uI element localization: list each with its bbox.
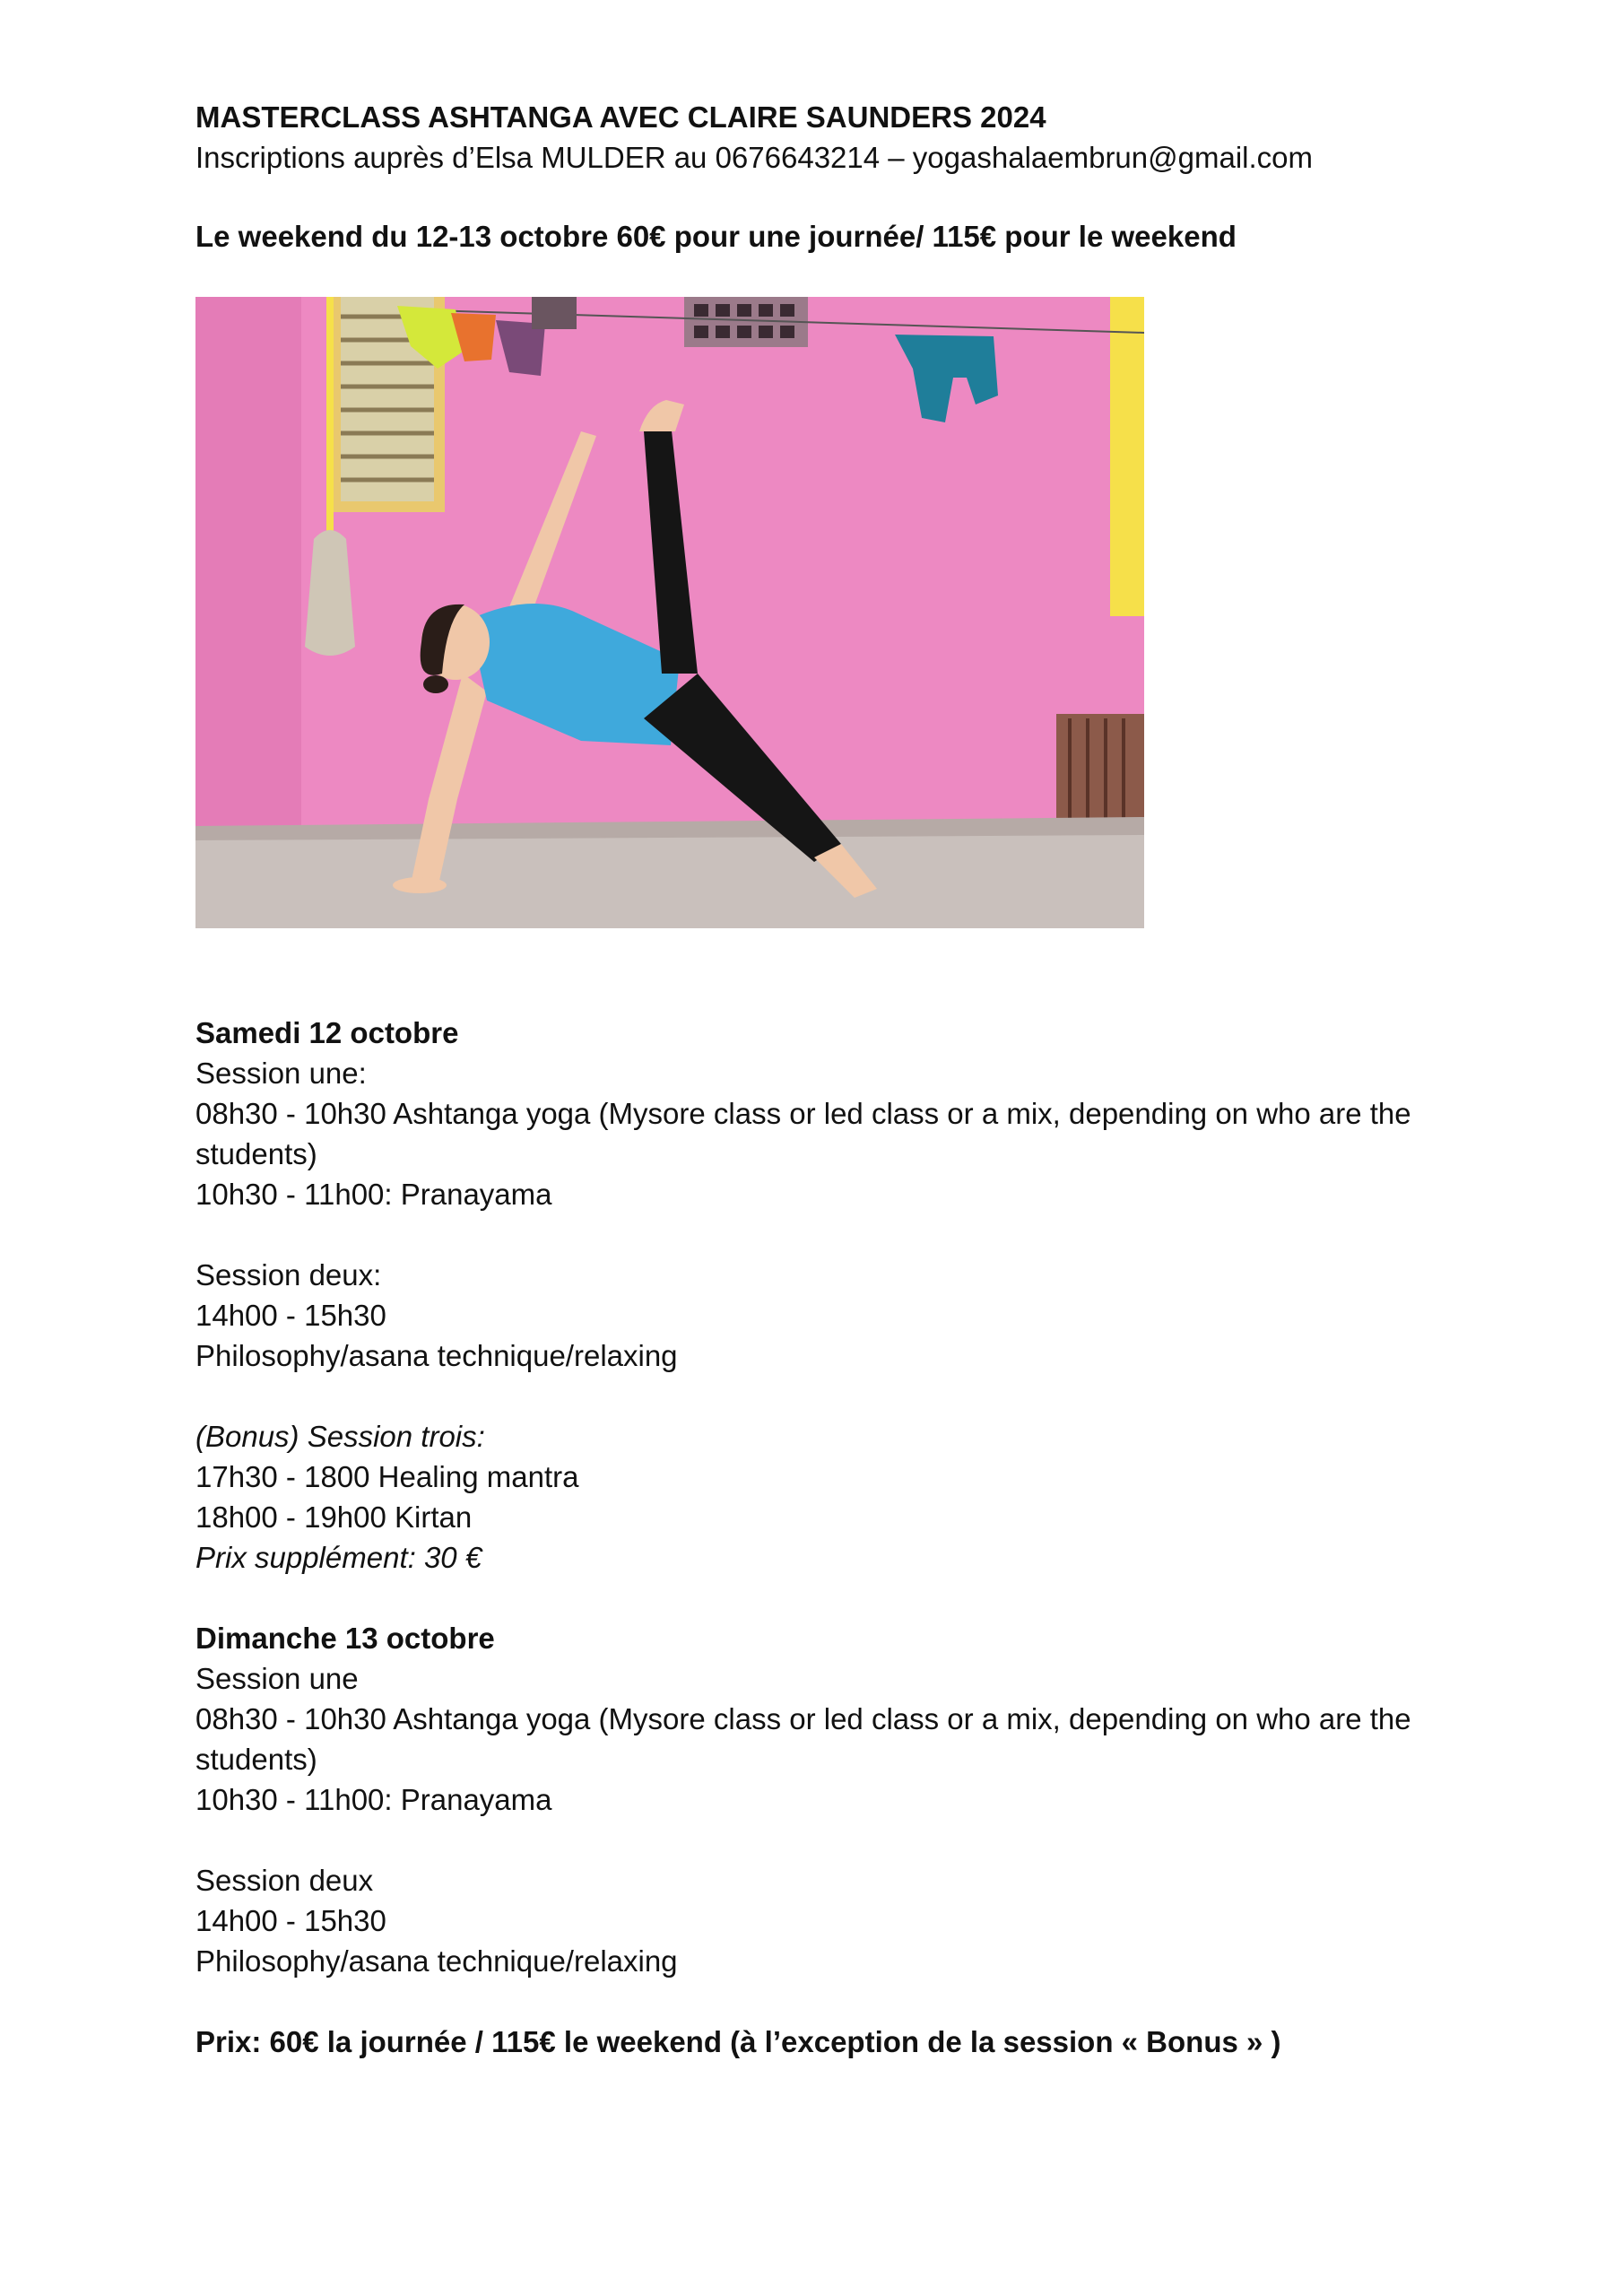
sunday-heading: Dimanche 13 octobre [195,1622,495,1655]
saturday-bonus-line: 17h30 - 1800 Healing mantra [195,1460,579,1493]
saturday-session1-line: students) [195,1137,317,1170]
contact-line: Inscriptions auprès d’Elsa MULDER au 0676643214 – yogashalaembrun@gmail.com [195,141,1314,174]
weekend-prices: Le weekend du 12-13 octobre 60€ pour une journée/ 115€ pour le weekend [195,220,1237,253]
sunday-session2-line: Philosophy/asana technique/relaxing [195,1944,678,1978]
saturday-session1-label: Session une: [195,1057,367,1090]
sunday-session1-line: 10h30 - 11h00: Pranayama [195,1783,552,1816]
saturday-bonus-line: 18h00 - 19h00 Kirtan [195,1500,473,1534]
saturday-session2-line: Philosophy/asana technique/relaxing [195,1339,678,1372]
document-title: MASTERCLASS ASHTANGA AVEC CLAIRE SAUNDERS 2024 [195,100,1046,134]
sunday-session1-line: 08h30 - 10h30 Ashtanga yoga (Mysore class or led class or a mix, depending on who are the [195,1702,1411,1735]
sunday-session2-label: Session deux [195,1864,374,1897]
saturday-bonus-price: Prix supplément: 30 € [195,1541,482,1574]
saturday-bonus-label: (Bonus) Session trois: [195,1420,485,1453]
saturday-session2-line: 14h00 - 15h30 [195,1299,386,1332]
sunday-session1-label: Session une [195,1662,359,1695]
saturday-session1-line: 08h30 - 10h30 Ashtanga yoga (Mysore class or led class or a mix, depending on who are the [195,1097,1411,1130]
saturday-session1-line: 10h30 - 11h00: Pranayama [195,1178,552,1211]
photo-illustration [195,297,1144,928]
sunday-session2-line: 14h00 - 15h30 [195,1904,386,1937]
sunday-session1-line: students) [195,1743,317,1776]
saturday-session2-label: Session deux: [195,1258,382,1292]
yoga-side-plank-photo [195,297,1144,928]
saturday-heading: Samedi 12 octobre [195,1016,459,1049]
footer-prices: Prix: 60€ la journée / 115€ le weekend (à l’exception de la session « Bonus » ) [195,2025,1281,2058]
